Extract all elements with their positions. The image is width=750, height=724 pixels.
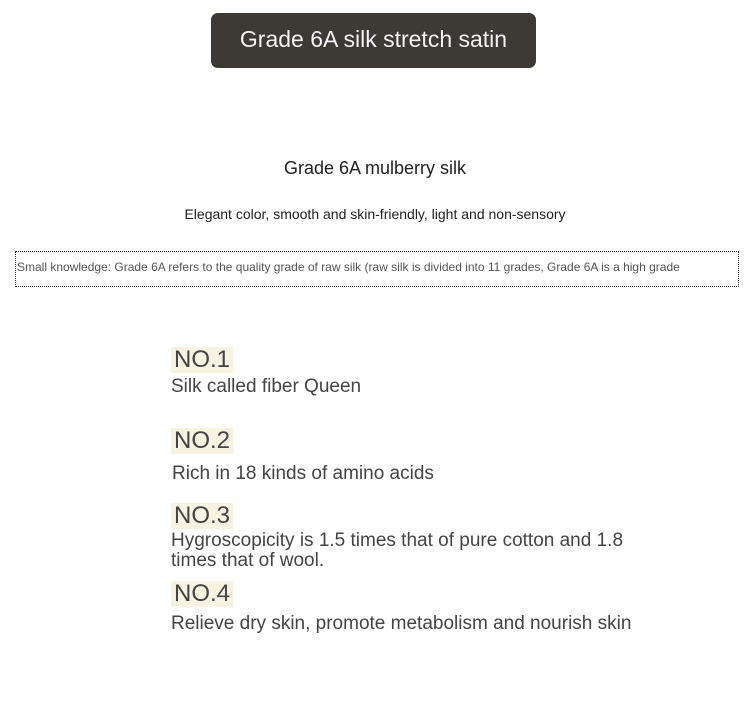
feature-text: Silk called fiber Queen <box>171 376 362 397</box>
feature-number: NO.2 <box>171 428 233 454</box>
feature-text: Relieve dry skin, promote metabolism and nourish skin <box>171 613 632 634</box>
knowledge-note <box>15 251 739 287</box>
subtitle: Grade 6A mulberry silk <box>283 158 467 178</box>
page-title: Grade 6A silk stretch satin <box>239 26 508 52</box>
feature-item-1 <box>171 347 671 397</box>
feature-item-2 <box>171 428 672 484</box>
feature-number: NO.3 <box>171 503 233 529</box>
title-badge <box>211 13 536 68</box>
feature-number: NO.1 <box>171 347 233 373</box>
feature-text: Hygroscopicity is 1.5 times that of pure cotton and 1.8 times that of wool. <box>171 530 624 571</box>
feature-item-3 <box>171 503 671 571</box>
feature-number: NO.4 <box>171 581 233 607</box>
feature-item-4 <box>171 581 671 634</box>
tagline: Elegant color, smooth and skin-friendly, light and non-sensory <box>184 206 566 222</box>
feature-text: Rich in 18 kinds of amino acids <box>172 463 434 484</box>
knowledge-text: Small knowledge: Grade 6A refers to the quality grade of raw silk (raw silk is divided into 11 grades, Grade 6A is a high grade <box>17 260 680 274</box>
